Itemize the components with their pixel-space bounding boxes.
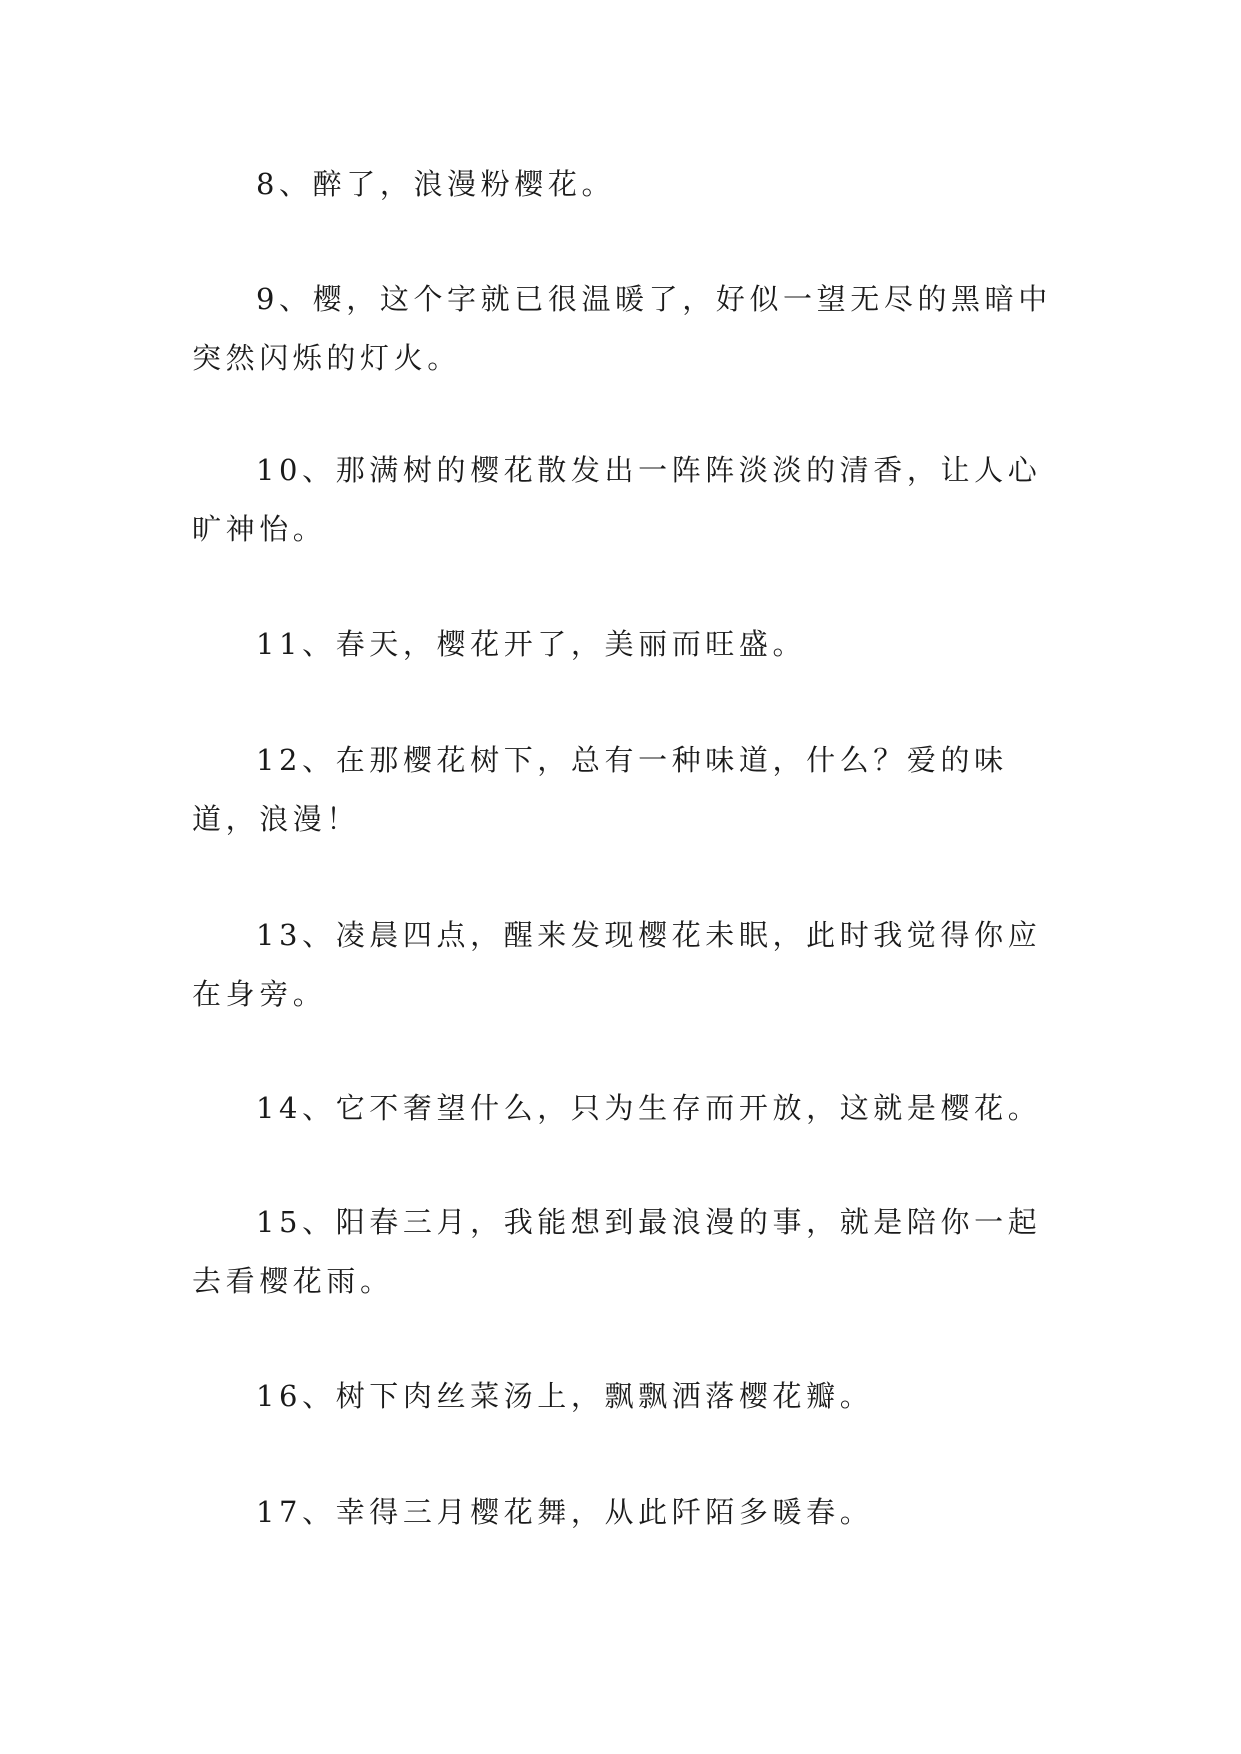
paragraph-13: 13、凌晨四点，醒来发现樱花未眠，此时我觉得你应在身旁。 [192,918,1042,1011]
paragraph-15: 15、阳春三月，我能想到最浪漫的事，就是陪你一起去看樱花雨。 [192,1205,1042,1298]
paragraph-14: 14、它不奢望什么，只为生存而开放，这就是樱花。 [256,1091,1042,1125]
paragraph-10: 10、那满树的樱花散发出一阵阵淡淡的清香，让人心旷神怡。 [192,453,1042,546]
paragraph-9: 9、樱，这个字就已很温暖了，好似一望无尽的黑暗中突然闪烁的灯火。 [192,282,1052,375]
paragraph-12: 12、在那樱花树下，总有一种味道，什么？爱的味道，浪漫！ [192,743,1008,836]
paragraph-17: 17、幸得三月樱花舞，从此阡陌多暖春。 [256,1495,874,1529]
paragraph-11: 11、春天，樱花开了，美丽而旺盛。 [256,627,807,661]
paragraph-8: 8、醉了，浪漫粉樱花。 [256,167,616,201]
paragraph-16: 16、树下肉丝菜汤上，飘飘洒落樱花瓣。 [256,1379,874,1413]
